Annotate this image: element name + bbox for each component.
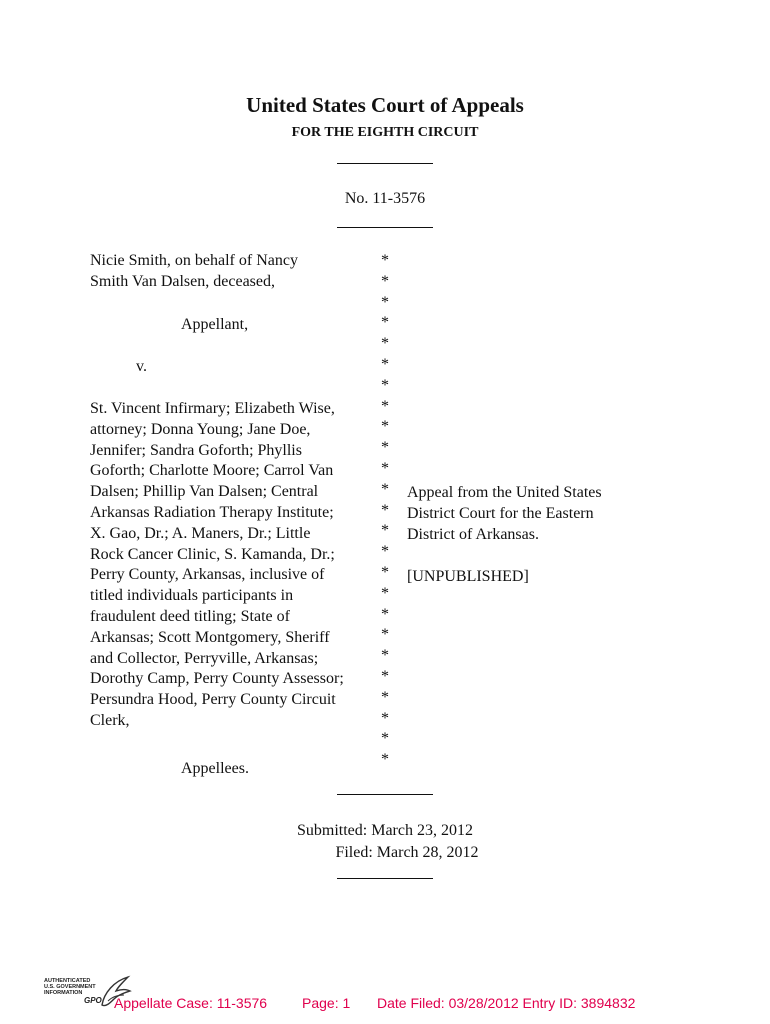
appellant-line: Smith Van Dalsen, deceased,	[90, 272, 275, 290]
appellee-line: Dorothy Camp, Perry County Assessor;	[90, 670, 344, 688]
appeal-origin-line: Appeal from the United States	[407, 484, 602, 501]
caption-star: *	[381, 543, 389, 561]
gpo-seal-line: AUTHENTICATED	[44, 978, 91, 984]
gpo-seal-line: U.S. GOVERNMENT	[44, 984, 96, 990]
caption-star: *	[381, 293, 389, 311]
caption-star: *	[381, 252, 389, 269]
caption-star: *	[381, 272, 389, 290]
divider-rule	[337, 227, 433, 228]
caption-star: *	[381, 647, 389, 665]
appellee-line: Arkansas Radiation Therapy Institute;	[90, 503, 334, 521]
caption-star: *	[381, 355, 389, 373]
court-title: United States Court of Appeals	[246, 93, 524, 117]
caption-star: *	[381, 418, 389, 436]
caption-star: *	[381, 584, 389, 602]
appellee-line: Persundra Hood, Perry County Circuit	[90, 691, 336, 709]
gpo-mark: GPO	[84, 996, 102, 1005]
versus: v.	[136, 358, 147, 375]
footer-case-number: Appellate Case: 11-3576	[114, 995, 268, 1011]
publication-status: [UNPUBLISHED]	[407, 568, 529, 585]
divider-rule	[337, 163, 433, 164]
filed-date: Filed: March 28, 2012	[335, 844, 479, 861]
caption-star: *	[381, 522, 389, 540]
circuit-name: FOR THE EIGHTH CIRCUIT	[291, 125, 479, 140]
caption-star: *	[381, 480, 389, 498]
caption-star: *	[381, 563, 389, 581]
appellant-line: Nicie Smith, on behalf of Nancy	[90, 252, 298, 269]
caption-star: *	[381, 730, 389, 748]
caption-star: *	[381, 314, 389, 332]
appellee-line: St. Vincent Infirmary; Elizabeth Wise,	[90, 400, 335, 417]
appellee-line: Goforth; Charlotte Moore; Carrol Van	[90, 462, 334, 480]
caption-star: *	[381, 397, 389, 415]
appellee-line: fraudulent deed titling; State of	[90, 607, 290, 625]
caption-star: *	[381, 335, 389, 353]
appeal-origin-line: District Court for the Eastern	[407, 504, 594, 522]
caption-star: *	[381, 688, 389, 706]
appellee-line: Dalsen; Phillip Van Dalsen; Central	[90, 483, 319, 501]
appellee-line: attorney; Donna Young; Jane Doe,	[90, 420, 311, 438]
submitted-date: Submitted: March 23, 2012	[297, 822, 473, 839]
appellee-line: Perry County, Arkansas, inclusive of	[90, 566, 325, 584]
caption-star: *	[381, 376, 389, 394]
appellant-role: Appellant,	[181, 316, 249, 333]
appellees-role: Appellees.	[181, 760, 249, 777]
appellee-line: and Collector, Perryville, Arkansas;	[90, 649, 319, 667]
caption-star: *	[381, 459, 389, 477]
footer-page: Page: 1	[302, 995, 351, 1011]
gpo-seal-line: INFORMATION	[44, 990, 83, 996]
caption-star: *	[381, 751, 389, 769]
appellee-line: titled individuals participants in	[90, 587, 294, 605]
case-number: No. 11-3576	[344, 190, 426, 207]
appellee-names	[90, 399, 380, 732]
appellee-line: X. Gao, Dr.; A. Maners, Dr.; Little	[90, 524, 311, 542]
appellee-line: Arkansas; Scott Montgomery, Sheriff	[90, 628, 330, 646]
caption-star: *	[381, 709, 389, 727]
divider-rule	[337, 878, 433, 879]
caption-star-column	[378, 251, 392, 771]
appellee-line: Clerk,	[90, 711, 130, 729]
caption-star: *	[381, 605, 389, 623]
caption-star: *	[381, 667, 389, 685]
appellee-line: Jennifer; Sandra Goforth; Phyllis	[90, 441, 302, 459]
appellee-line: Rock Cancer Clinic, S. Kamanda, Dr.;	[90, 545, 335, 563]
caption-star: *	[381, 501, 389, 519]
appellant-name	[90, 251, 380, 293]
divider-rule	[337, 794, 433, 795]
caption-star: *	[381, 626, 389, 644]
appeal-origin	[407, 483, 667, 545]
caption-star: *	[381, 439, 389, 457]
footer-date-filed: Date Filed: 03/28/2012 Entry ID: 3894832	[377, 995, 636, 1011]
appeal-origin-line: District of Arkansas.	[407, 525, 539, 543]
